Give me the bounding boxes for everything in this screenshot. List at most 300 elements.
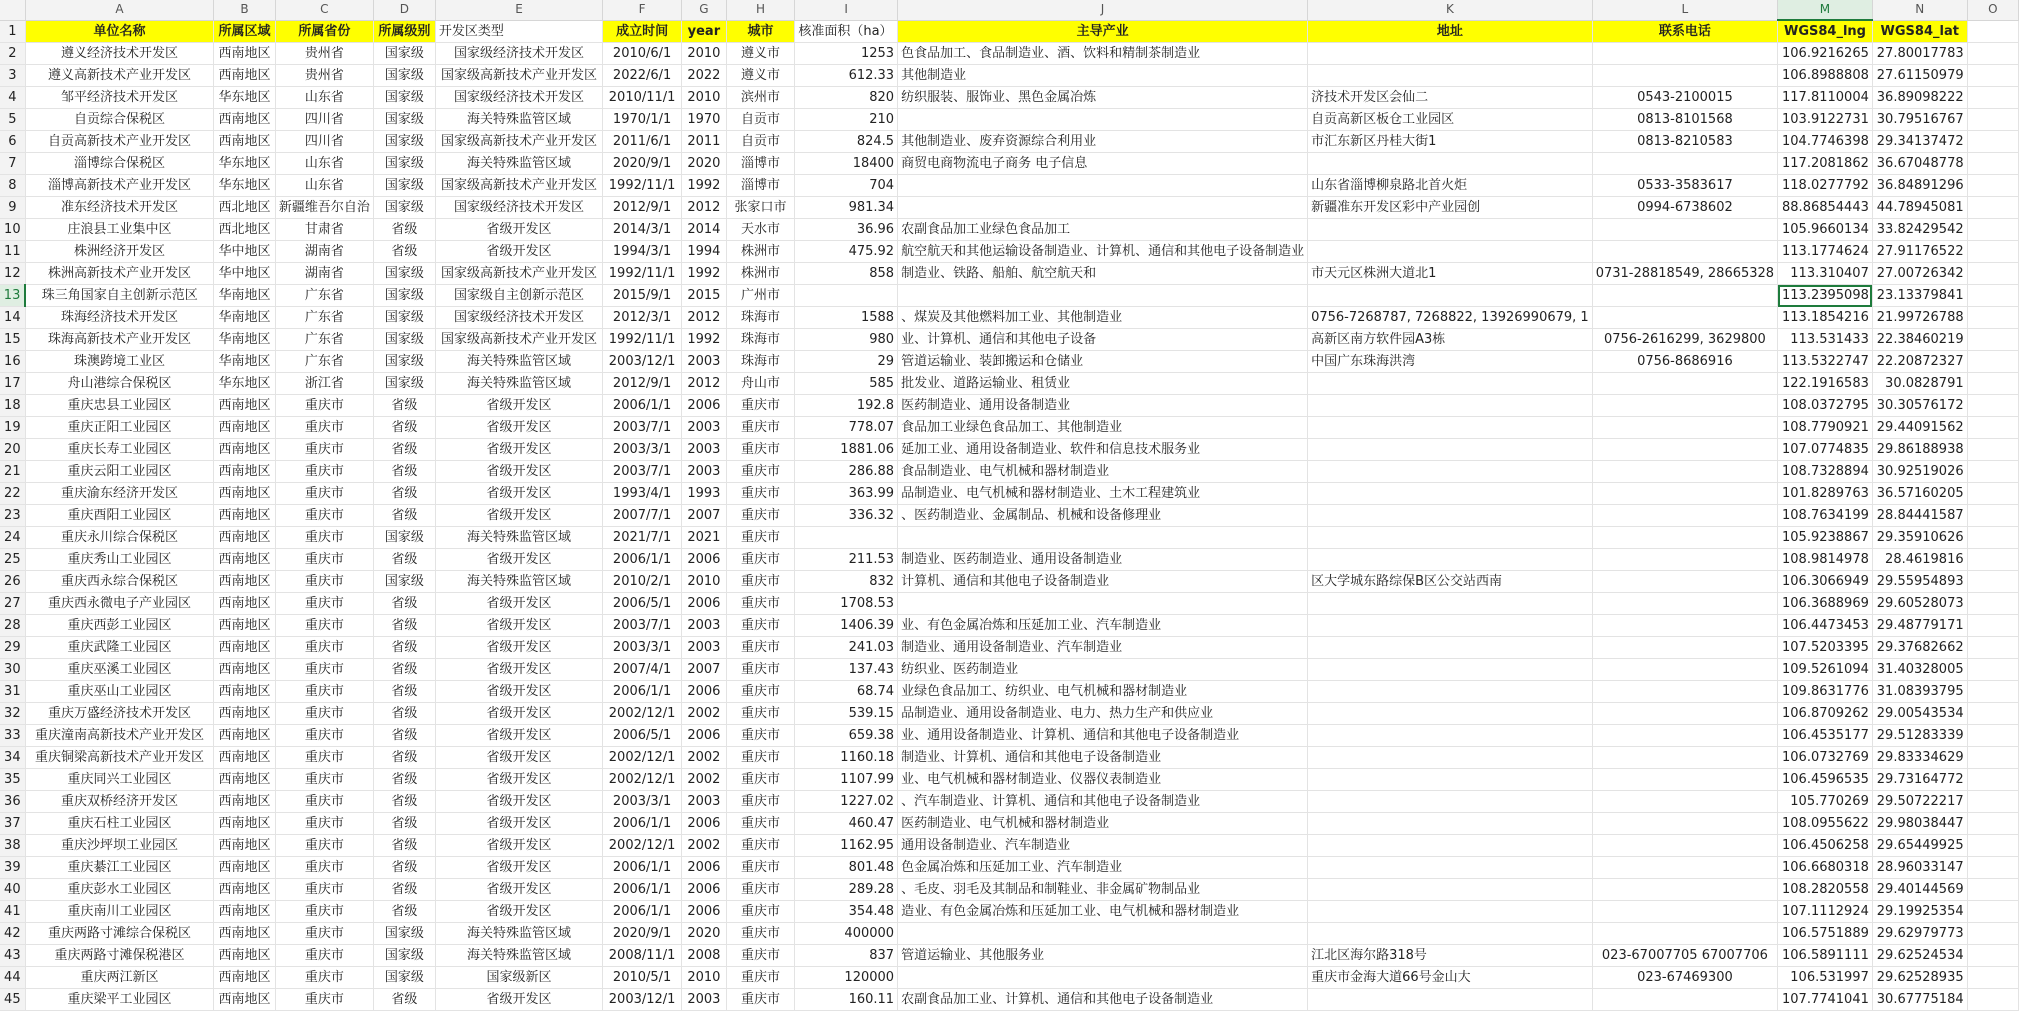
cell-c25[interactable]: 重庆市 [275,549,373,571]
cell-o28[interactable] [1967,615,2018,637]
cell-o13[interactable] [1967,285,2018,307]
cell-m45[interactable]: 107.7741041 [1778,989,1873,1011]
cell-n7[interactable]: 36.67048778 [1872,153,1967,175]
cell-o4[interactable] [1967,87,2018,109]
column-header-j[interactable]: J [898,0,1308,20]
header-cell-b[interactable]: 所属区域 [214,20,276,43]
cell-e4[interactable]: 国家级经济技术开发区 [435,87,602,109]
cell-j18[interactable]: 医药制造业、通用设备制造业 [898,395,1308,417]
cell-e6[interactable]: 国家级高新技术产业开发区 [435,131,602,153]
cell-c16[interactable]: 广东省 [275,351,373,373]
cell-m32[interactable]: 106.8709262 [1778,703,1873,725]
cell-i29[interactable]: 241.03 [795,637,898,659]
cell-l11[interactable] [1592,241,1777,263]
row-number[interactable]: 21 [0,461,25,483]
cell-j31[interactable]: 业绿色食品加工、纺织业、电气机械和器材制造业 [898,681,1308,703]
row-number[interactable]: 30 [0,659,25,681]
cell-m38[interactable]: 106.4506258 [1778,835,1873,857]
cell-o11[interactable] [1967,241,2018,263]
cell-f30[interactable]: 2007/4/1 [603,659,682,681]
cell-i28[interactable]: 1406.39 [795,615,898,637]
cell-f23[interactable]: 2007/7/1 [603,505,682,527]
cell-h37[interactable]: 重庆市 [726,813,795,835]
cell-h36[interactable]: 重庆市 [726,791,795,813]
cell-b45[interactable]: 西南地区 [214,989,276,1011]
cell-k44[interactable]: 重庆市金海大道66号金山大 [1308,967,1593,989]
cell-m25[interactable]: 108.9814978 [1778,549,1873,571]
cell-b22[interactable]: 西南地区 [214,483,276,505]
cell-c44[interactable]: 重庆市 [275,967,373,989]
cell-d4[interactable]: 国家级 [373,87,435,109]
cell-n8[interactable]: 36.84891296 [1872,175,1967,197]
cell-c35[interactable]: 重庆市 [275,769,373,791]
cell-f5[interactable]: 1970/1/1 [603,109,682,131]
row-number[interactable]: 28 [0,615,25,637]
header-cell-m[interactable]: WGS84_lng [1778,20,1873,43]
cell-f11[interactable]: 1994/3/1 [603,241,682,263]
cell-j30[interactable]: 纺织业、医药制造业 [898,659,1308,681]
cell-o22[interactable] [1967,483,2018,505]
cell-f20[interactable]: 2003/3/1 [603,439,682,461]
cell-f18[interactable]: 2006/1/1 [603,395,682,417]
cell-k40[interactable] [1308,879,1593,901]
cell-k6[interactable]: 市汇东新区丹桂大街1 [1308,131,1593,153]
cell-e21[interactable]: 省级开发区 [435,461,602,483]
cell-d21[interactable]: 省级 [373,461,435,483]
cell-n13[interactable]: 23.13379841 [1872,285,1967,307]
cell-a43[interactable]: 重庆两路寸滩保税港区 [25,945,214,967]
cell-f43[interactable]: 2008/11/1 [603,945,682,967]
cell-b8[interactable]: 华东地区 [214,175,276,197]
header-cell-c[interactable]: 所属省份 [275,20,373,43]
cell-a45[interactable]: 重庆梁平工业园区 [25,989,214,1011]
cell-n18[interactable]: 30.30576172 [1872,395,1967,417]
cell-i2[interactable]: 1253 [795,43,898,65]
cell-i8[interactable]: 704 [795,175,898,197]
cell-c33[interactable]: 重庆市 [275,725,373,747]
cell-e33[interactable]: 省级开发区 [435,725,602,747]
cell-h13[interactable]: 广州市 [726,285,795,307]
cell-e41[interactable]: 省级开发区 [435,901,602,923]
cell-h3[interactable]: 遵义市 [726,65,795,87]
cell-h14[interactable]: 珠海市 [726,307,795,329]
row-number[interactable]: 14 [0,307,25,329]
cell-f31[interactable]: 2006/1/1 [603,681,682,703]
cell-e2[interactable]: 国家级经济技术开发区 [435,43,602,65]
row-number[interactable]: 20 [0,439,25,461]
cell-b39[interactable]: 西南地区 [214,857,276,879]
cell-e12[interactable]: 国家级高新技术产业开发区 [435,263,602,285]
row-number[interactable]: 6 [0,131,25,153]
cell-i32[interactable]: 539.15 [795,703,898,725]
cell-c30[interactable]: 重庆市 [275,659,373,681]
cell-o24[interactable] [1967,527,2018,549]
cell-i26[interactable]: 832 [795,571,898,593]
row-number[interactable]: 2 [0,43,25,65]
cell-d24[interactable]: 国家级 [373,527,435,549]
cell-d37[interactable]: 省级 [373,813,435,835]
cell-d42[interactable]: 国家级 [373,923,435,945]
cell-f37[interactable]: 2006/1/1 [603,813,682,835]
cell-e35[interactable]: 省级开发区 [435,769,602,791]
cell-k19[interactable] [1308,417,1593,439]
cell-l10[interactable] [1592,219,1777,241]
row-number[interactable]: 38 [0,835,25,857]
cell-n11[interactable]: 27.91176522 [1872,241,1967,263]
cell-i36[interactable]: 1227.02 [795,791,898,813]
header-cell-l[interactable]: 联系电话 [1592,20,1777,43]
cell-h24[interactable]: 重庆市 [726,527,795,549]
cell-n25[interactable]: 28.4619816 [1872,549,1967,571]
cell-f42[interactable]: 2020/9/1 [603,923,682,945]
cell-i43[interactable]: 837 [795,945,898,967]
cell-j17[interactable]: 批发业、道路运输业、租赁业 [898,373,1308,395]
cell-k36[interactable] [1308,791,1593,813]
cell-g35[interactable]: 2002 [682,769,727,791]
cell-c10[interactable]: 甘肃省 [275,219,373,241]
cell-m9[interactable]: 88.86854443 [1778,197,1873,219]
cell-j33[interactable]: 业、通用设备制造业、计算机、通信和其他电子设备制造业 [898,725,1308,747]
cell-a29[interactable]: 重庆武隆工业园区 [25,637,214,659]
cell-k45[interactable] [1308,989,1593,1011]
header-cell-d[interactable]: 所属级别 [373,20,435,43]
cell-j25[interactable]: 制造业、医药制造业、通用设备制造业 [898,549,1308,571]
cell-m44[interactable]: 106.531997 [1778,967,1873,989]
cell-c34[interactable]: 重庆市 [275,747,373,769]
cell-h15[interactable]: 珠海市 [726,329,795,351]
row-number[interactable]: 29 [0,637,25,659]
cell-e17[interactable]: 海关特殊监管区域 [435,373,602,395]
cell-c31[interactable]: 重庆市 [275,681,373,703]
cell-n2[interactable]: 27.80017783 [1872,43,1967,65]
cell-c23[interactable]: 重庆市 [275,505,373,527]
cell-d45[interactable]: 省级 [373,989,435,1011]
cell-b18[interactable]: 西南地区 [214,395,276,417]
cell-b16[interactable]: 华南地区 [214,351,276,373]
cell-f22[interactable]: 1993/4/1 [603,483,682,505]
cell-m20[interactable]: 107.0774835 [1778,439,1873,461]
cell-m43[interactable]: 106.5891111 [1778,945,1873,967]
row-number[interactable]: 23 [0,505,25,527]
cell-i37[interactable]: 460.47 [795,813,898,835]
cell-d16[interactable]: 国家级 [373,351,435,373]
cell-g19[interactable]: 2003 [682,417,727,439]
cell-l18[interactable] [1592,395,1777,417]
cell-d36[interactable]: 省级 [373,791,435,813]
cell-i35[interactable]: 1107.99 [795,769,898,791]
cell-c32[interactable]: 重庆市 [275,703,373,725]
cell-e43[interactable]: 海关特殊监管区域 [435,945,602,967]
cell-l31[interactable] [1592,681,1777,703]
cell-g36[interactable]: 2003 [682,791,727,813]
cell-o33[interactable] [1967,725,2018,747]
cell-j9[interactable] [898,197,1308,219]
cell-i22[interactable]: 363.99 [795,483,898,505]
cell-l12[interactable]: 0731-28818549, 28665328 [1592,263,1777,285]
cell-m13[interactable]: 113.2395098 [1778,285,1873,307]
cell-e29[interactable]: 省级开发区 [435,637,602,659]
cell-j15[interactable]: 业、计算机、通信和其他电子设备 [898,329,1308,351]
cell-j41[interactable]: 造业、有色金属冶炼和压延加工业、电气机械和器材制造业 [898,901,1308,923]
cell-j11[interactable]: 航空航天和其他运输设备制造业、计算机、通信和其他电子设备制造业 [898,241,1308,263]
cell-k11[interactable] [1308,241,1593,263]
cell-f29[interactable]: 2003/3/1 [603,637,682,659]
cell-k18[interactable] [1308,395,1593,417]
cell-a11[interactable]: 株洲经济开发区 [25,241,214,263]
cell-k3[interactable] [1308,65,1593,87]
cell-d11[interactable]: 省级 [373,241,435,263]
cell-l43[interactable]: 023-67007705 67007706 [1592,945,1777,967]
cell-n39[interactable]: 28.96033147 [1872,857,1967,879]
cell-i5[interactable]: 210 [795,109,898,131]
row-number[interactable]: 39 [0,857,25,879]
cell-b11[interactable]: 华中地区 [214,241,276,263]
cell-f2[interactable]: 2010/6/1 [603,43,682,65]
cell-j21[interactable]: 食品制造业、电气机械和器材制造业 [898,461,1308,483]
cell-n10[interactable]: 33.82429542 [1872,219,1967,241]
cell-n35[interactable]: 29.73164772 [1872,769,1967,791]
cell-d12[interactable]: 国家级 [373,263,435,285]
cell-k38[interactable] [1308,835,1593,857]
cell-g37[interactable]: 2006 [682,813,727,835]
cell-a24[interactable]: 重庆永川综合保税区 [25,527,214,549]
cell-f12[interactable]: 1992/11/1 [603,263,682,285]
cell-d43[interactable]: 国家级 [373,945,435,967]
column-header-i[interactable]: I [795,0,898,20]
cell-a7[interactable]: 淄博综合保税区 [25,153,214,175]
cell-d29[interactable]: 省级 [373,637,435,659]
cell-o43[interactable] [1967,945,2018,967]
cell-c9[interactable]: 新疆维吾尔自治 [275,197,373,219]
cell-i39[interactable]: 801.48 [795,857,898,879]
cell-n41[interactable]: 29.19925354 [1872,901,1967,923]
cell-d23[interactable]: 省级 [373,505,435,527]
cell-n14[interactable]: 21.99726788 [1872,307,1967,329]
cell-g3[interactable]: 2022 [682,65,727,87]
cell-e36[interactable]: 省级开发区 [435,791,602,813]
cell-c40[interactable]: 重庆市 [275,879,373,901]
cell-h10[interactable]: 天水市 [726,219,795,241]
cell-b3[interactable]: 西南地区 [214,65,276,87]
cell-l9[interactable]: 0994-6738602 [1592,197,1777,219]
cell-b38[interactable]: 西南地区 [214,835,276,857]
cell-k5[interactable]: 自贡高新区板仓工业园区 [1308,109,1593,131]
cell-n37[interactable]: 29.98038447 [1872,813,1967,835]
cell-l21[interactable] [1592,461,1777,483]
cell-j35[interactable]: 业、电气机械和器材制造业、仪器仪表制造业 [898,769,1308,791]
cell-a3[interactable]: 遵义高新技术产业开发区 [25,65,214,87]
cell-a14[interactable]: 珠海经济技术开发区 [25,307,214,329]
cell-l8[interactable]: 0533-3583617 [1592,175,1777,197]
cell-n17[interactable]: 30.0828791 [1872,373,1967,395]
cell-o35[interactable] [1967,769,2018,791]
cell-n36[interactable]: 29.50722217 [1872,791,1967,813]
cell-o44[interactable] [1967,967,2018,989]
cell-b41[interactable]: 西南地区 [214,901,276,923]
cell-l45[interactable] [1592,989,1777,1011]
column-header-f[interactable]: F [603,0,682,20]
cell-o10[interactable] [1967,219,2018,241]
cell-j37[interactable]: 医药制造业、电气机械和器材制造业 [898,813,1308,835]
cell-o20[interactable] [1967,439,2018,461]
row-number[interactable]: 37 [0,813,25,835]
cell-o12[interactable] [1967,263,2018,285]
cell-i30[interactable]: 137.43 [795,659,898,681]
cell-h8[interactable]: 淄博市 [726,175,795,197]
cell-a28[interactable]: 重庆西彭工业园区 [25,615,214,637]
cell-c45[interactable]: 重庆市 [275,989,373,1011]
cell-a20[interactable]: 重庆长寿工业园区 [25,439,214,461]
cell-j45[interactable]: 农副食品加工业、计算机、通信和其他电子设备制造业 [898,989,1308,1011]
cell-a42[interactable]: 重庆两路寸滩综合保税区 [25,923,214,945]
cell-i15[interactable]: 980 [795,329,898,351]
cell-h45[interactable]: 重庆市 [726,989,795,1011]
cell-h28[interactable]: 重庆市 [726,615,795,637]
cell-l25[interactable] [1592,549,1777,571]
cell-k10[interactable] [1308,219,1593,241]
cell-o29[interactable] [1967,637,2018,659]
cell-n43[interactable]: 29.62524534 [1872,945,1967,967]
cell-g25[interactable]: 2006 [682,549,727,571]
cell-o27[interactable] [1967,593,2018,615]
cell-l36[interactable] [1592,791,1777,813]
cell-l22[interactable] [1592,483,1777,505]
cell-g40[interactable]: 2006 [682,879,727,901]
row-number[interactable]: 24 [0,527,25,549]
cell-g15[interactable]: 1992 [682,329,727,351]
cell-a12[interactable]: 株洲高新技术产业开发区 [25,263,214,285]
cell-n15[interactable]: 22.38460219 [1872,329,1967,351]
cell-o34[interactable] [1967,747,2018,769]
cell-h35[interactable]: 重庆市 [726,769,795,791]
cell-g30[interactable]: 2007 [682,659,727,681]
cell-c20[interactable]: 重庆市 [275,439,373,461]
cell-d5[interactable]: 国家级 [373,109,435,131]
row-number[interactable]: 31 [0,681,25,703]
cell-j12[interactable]: 制造业、铁路、船舶、航空航天和 [898,263,1308,285]
cell-b44[interactable]: 西南地区 [214,967,276,989]
cell-g42[interactable]: 2020 [682,923,727,945]
cell-j6[interactable]: 其他制造业、废弃资源综合利用业 [898,131,1308,153]
cell-a8[interactable]: 淄博高新技术产业开发区 [25,175,214,197]
cell-c3[interactable]: 贵州省 [275,65,373,87]
cell-j39[interactable]: 色金属冶炼和压延加工业、汽车制造业 [898,857,1308,879]
cell-g32[interactable]: 2002 [682,703,727,725]
cell-a32[interactable]: 重庆万盛经济技术开发区 [25,703,214,725]
cell-g44[interactable]: 2010 [682,967,727,989]
cell-i41[interactable]: 354.48 [795,901,898,923]
cell-a38[interactable]: 重庆沙坪坝工业园区 [25,835,214,857]
cell-a27[interactable]: 重庆西永微电子产业园区 [25,593,214,615]
cell-j3[interactable]: 其他制造业 [898,65,1308,87]
cell-e14[interactable]: 国家级经济技术开发区 [435,307,602,329]
cell-h20[interactable]: 重庆市 [726,439,795,461]
cell-g22[interactable]: 1993 [682,483,727,505]
cell-i40[interactable]: 289.28 [795,879,898,901]
cell-k9[interactable]: 新疆准东开发区彩中产业园创 [1308,197,1593,219]
cell-c15[interactable]: 广东省 [275,329,373,351]
cell-m39[interactable]: 106.6680318 [1778,857,1873,879]
cell-f8[interactable]: 1992/11/1 [603,175,682,197]
cell-a18[interactable]: 重庆忠县工业园区 [25,395,214,417]
cell-d38[interactable]: 省级 [373,835,435,857]
cell-j4[interactable]: 纺织服装、服饰业、黑色金属冶炼 [898,87,1308,109]
row-number[interactable]: 25 [0,549,25,571]
cell-f9[interactable]: 2012/9/1 [603,197,682,219]
cell-b42[interactable]: 西南地区 [214,923,276,945]
cell-o42[interactable] [1967,923,2018,945]
cell-j23[interactable]: 、医药制造业、金属制品、机械和设备修理业 [898,505,1308,527]
cell-l37[interactable] [1592,813,1777,835]
cell-e22[interactable]: 省级开发区 [435,483,602,505]
cell-f26[interactable]: 2010/2/1 [603,571,682,593]
cell-a10[interactable]: 庄浪县工业集中区 [25,219,214,241]
cell-d40[interactable]: 省级 [373,879,435,901]
cell-a9[interactable]: 准东经济技术开发区 [25,197,214,219]
cell-b25[interactable]: 西南地区 [214,549,276,571]
cell-c41[interactable]: 重庆市 [275,901,373,923]
cell-l5[interactable]: 0813-8101568 [1592,109,1777,131]
column-header-m[interactable]: M [1778,0,1873,20]
cell-c24[interactable]: 重庆市 [275,527,373,549]
cell-h39[interactable]: 重庆市 [726,857,795,879]
cell-e18[interactable]: 省级开发区 [435,395,602,417]
cell-a2[interactable]: 遵义经济技术开发区 [25,43,214,65]
cell-o7[interactable] [1967,153,2018,175]
cell-d8[interactable]: 国家级 [373,175,435,197]
cell-i25[interactable]: 211.53 [795,549,898,571]
row-number[interactable]: 11 [0,241,25,263]
cell-i7[interactable]: 18400 [795,153,898,175]
cell-o26[interactable] [1967,571,2018,593]
cell-m21[interactable]: 108.7328894 [1778,461,1873,483]
cell-i4[interactable]: 820 [795,87,898,109]
cell-g31[interactable]: 2006 [682,681,727,703]
cell-f38[interactable]: 2002/12/1 [603,835,682,857]
cell-j27[interactable] [898,593,1308,615]
column-header-o[interactable]: O [1967,0,2018,20]
cell-b21[interactable]: 西南地区 [214,461,276,483]
cell-k15[interactable]: 高新区南方软件园A3栋 [1308,329,1593,351]
cell-m3[interactable]: 106.8988808 [1778,65,1873,87]
cell-b29[interactable]: 西南地区 [214,637,276,659]
cell-n26[interactable]: 29.55954893 [1872,571,1967,593]
cell-h29[interactable]: 重庆市 [726,637,795,659]
cell-k12[interactable]: 市天元区株洲大道北1 [1308,263,1593,285]
cell-e7[interactable]: 海关特殊监管区域 [435,153,602,175]
cell-f13[interactable]: 2015/9/1 [603,285,682,307]
cell-f45[interactable]: 2003/12/1 [603,989,682,1011]
cell-o19[interactable] [1967,417,2018,439]
cell-h31[interactable]: 重庆市 [726,681,795,703]
cell-e16[interactable]: 海关特殊监管区域 [435,351,602,373]
cell-m18[interactable]: 108.0372795 [1778,395,1873,417]
cell-c18[interactable]: 重庆市 [275,395,373,417]
cell-g34[interactable]: 2002 [682,747,727,769]
cell-l29[interactable] [1592,637,1777,659]
cell-o37[interactable] [1967,813,2018,835]
cell-b13[interactable]: 华南地区 [214,285,276,307]
cell-k30[interactable] [1308,659,1593,681]
cell-k31[interactable] [1308,681,1593,703]
row-number[interactable]: 16 [0,351,25,373]
cell-j34[interactable]: 制造业、计算机、通信和其他电子设备制造业 [898,747,1308,769]
cell-e27[interactable]: 省级开发区 [435,593,602,615]
cell-f4[interactable]: 2010/11/1 [603,87,682,109]
cell-o14[interactable] [1967,307,2018,329]
cell-d20[interactable]: 省级 [373,439,435,461]
cell-f27[interactable]: 2006/5/1 [603,593,682,615]
